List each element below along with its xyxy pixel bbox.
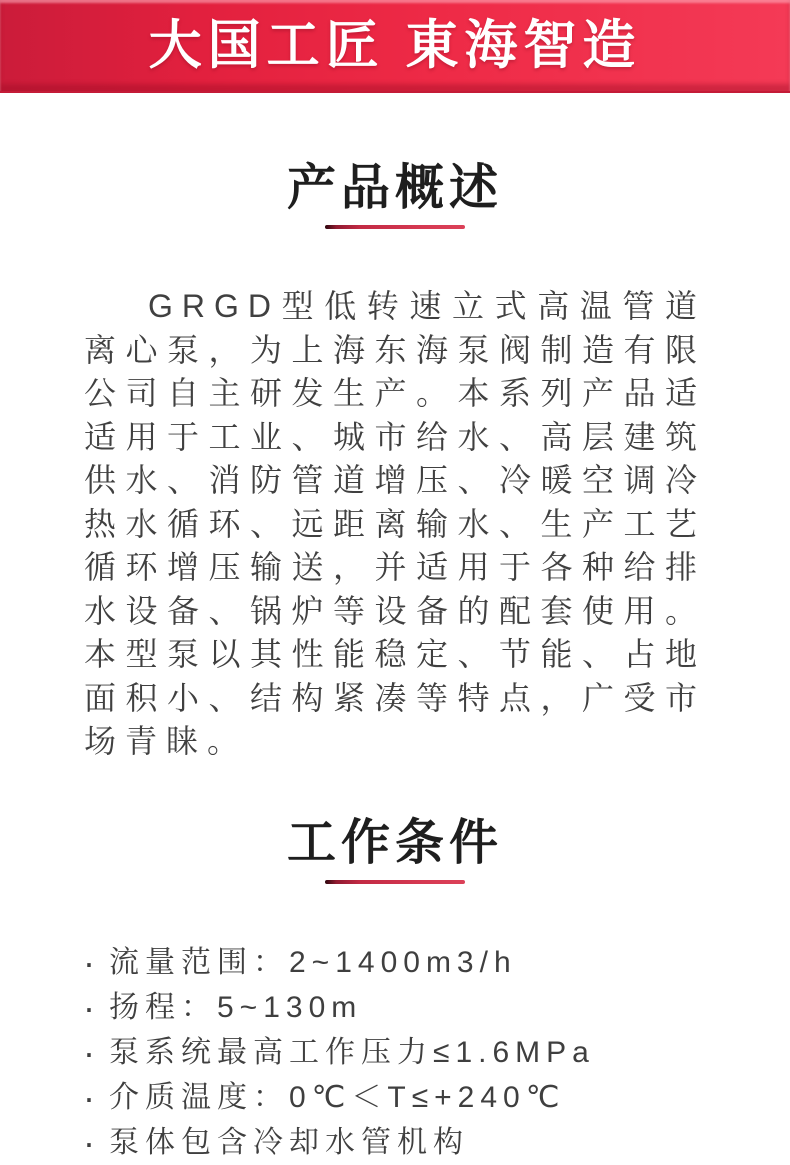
conditions-heading: 工作条件	[286, 815, 503, 870]
condition-text: 流量范围：2~1400m3/h	[109, 945, 517, 979]
content-area	[0, 161, 790, 1165]
list-item-flow-range	[83, 940, 790, 985]
conditions-heading-underline	[325, 880, 465, 884]
list-item-medium-temperature	[83, 1075, 790, 1120]
bullet-dot-icon: ·	[83, 1121, 95, 1163]
brand-banner	[0, 0, 790, 93]
condition-text: 介质温度：0℃＜T≤+240℃	[109, 1080, 566, 1114]
banner-title: 大国工匠 東海智造	[148, 16, 642, 75]
overview-heading-underline	[325, 225, 465, 229]
section-working-conditions	[0, 815, 790, 1165]
overview-paragraph: GRGD型低转速立式高温管道离心泵，为上海东海泵阀制造有限公司自主研发生产。本系列产品适适用于工业、城市给水、高层建筑供水、消防管道增压、冷暖空调冷热水循环、远距离输水、生产工艺循环增压输送，并适用于各种给排水设备、锅炉等设备的配套使用。本型泵以其性能稳定、节能、占地面积小、结构紧凑等特点，广受市场青睐。	[84, 288, 706, 759]
list-item-max-pressure	[83, 1030, 790, 1075]
conditions-list	[83, 940, 790, 1165]
condition-text: 泵体包含冷却水管机构	[109, 1125, 469, 1159]
bullet-dot-icon: ·	[83, 986, 95, 1028]
bullet-dot-icon: ·	[83, 1031, 95, 1073]
overview-heading: 产品概述	[286, 161, 503, 215]
bullet-dot-icon: ·	[83, 1076, 95, 1118]
section-product-overview	[0, 161, 790, 764]
list-item-head	[83, 985, 790, 1030]
condition-text: 泵系统最高工作压力≤1.6MPa	[109, 1035, 595, 1069]
list-item-cooling-pipe	[83, 1120, 790, 1165]
bullet-dot-icon: ·	[83, 941, 95, 983]
condition-text: 扬程：5~130m	[109, 990, 363, 1024]
